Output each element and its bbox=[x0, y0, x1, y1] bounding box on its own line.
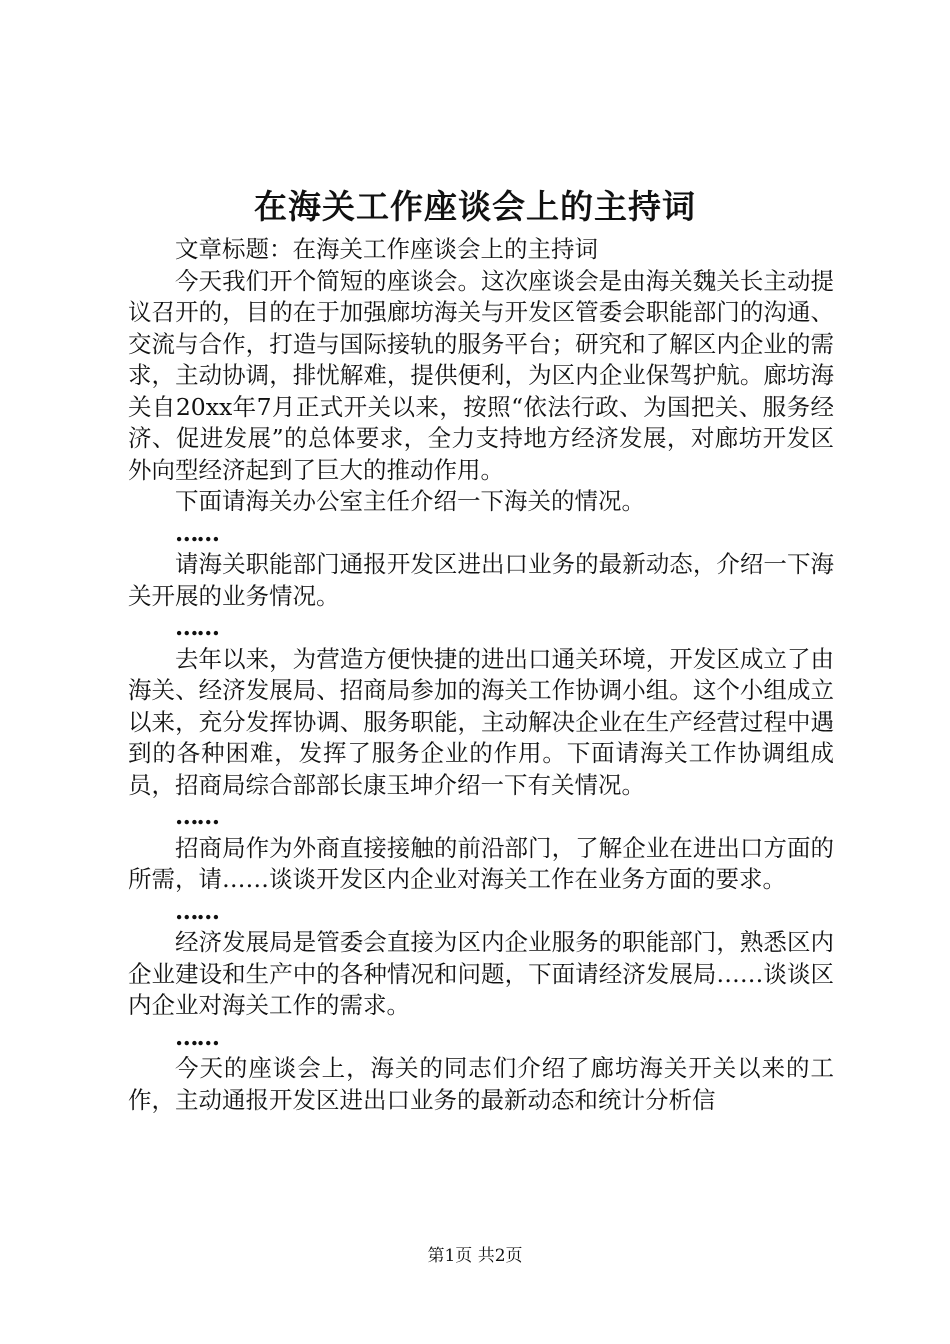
ellipsis-line: …… bbox=[175, 1022, 218, 1051]
document-title: 在海关工作座谈会上的主持词 bbox=[254, 187, 696, 226]
paragraph: 今天我们开个简短的座谈会。这次座谈会是由海关魏关长主动提议召开的，目的在于加强廊坊海关与开发区管委会职能部门的沟通、交流与合作，打造与国际接轨的服务平台；研究和了解区内企业的需求，主动协调，排忧解难，提供便利，为区内企业保驾护航。廊坊海关自20xx年7月正式开关以来，按照“依法行政、为国把关、服务经济、促进发展”的总体要求，全力支持地方经济发展，对廊坊开发区外向型经济起到了巨大的推动作用。 bbox=[128, 266, 834, 484]
paragraph: 去年以来，为营造方便快捷的进出口通关环境，开发区成立了由海关、经济发展局、招商局参加的海关工作协调小组。这个小组成立以来，充分发挥协调、服务职能，主动解决企业在生产经营过程中遇到的各种困难，发挥了服务企业的作用。下面请海关工作协调组成员，招商局综合部部长康玉坤介绍一下有关情况。 bbox=[128, 644, 834, 799]
ellipsis-line: …… bbox=[175, 613, 218, 641]
ellipsis-line: …… bbox=[175, 896, 218, 925]
document-body bbox=[128, 234, 834, 1116]
paragraph: 下面请海关办公室主任介绍一下海关的情况。 bbox=[175, 487, 645, 515]
ellipsis-line: …… bbox=[175, 802, 218, 830]
paragraph: 请海关职能部门通报开发区进出口业务的最新动态，介绍一下海关开展的业务情况。 bbox=[128, 550, 834, 610]
ellipsis-line: …… bbox=[175, 518, 218, 547]
paragraph: 今天的座谈会上，海关的同志们介绍了廊坊海关开关以来的工作，主动通报开发区进出口业务的最新动态和统计分析信 bbox=[128, 1054, 834, 1114]
paragraph: 经济发展局是管委会直接为区内企业服务的职能部门，熟悉区内企业建设和生产中的各种情况和问题，下面请经济发展局……谈谈区内企业对海关工作的需求。 bbox=[128, 928, 834, 1019]
paragraph: 招商局作为外商直接接触的前沿部门，了解企业在进出口方面的所需，请……谈谈开发区内企业对海关工作在业务方面的要求。 bbox=[128, 833, 834, 893]
paragraph: 文章标题：在海关工作座谈会上的主持词 bbox=[175, 235, 598, 263]
page-number-footer: 第1页 共2页 bbox=[427, 1246, 523, 1266]
